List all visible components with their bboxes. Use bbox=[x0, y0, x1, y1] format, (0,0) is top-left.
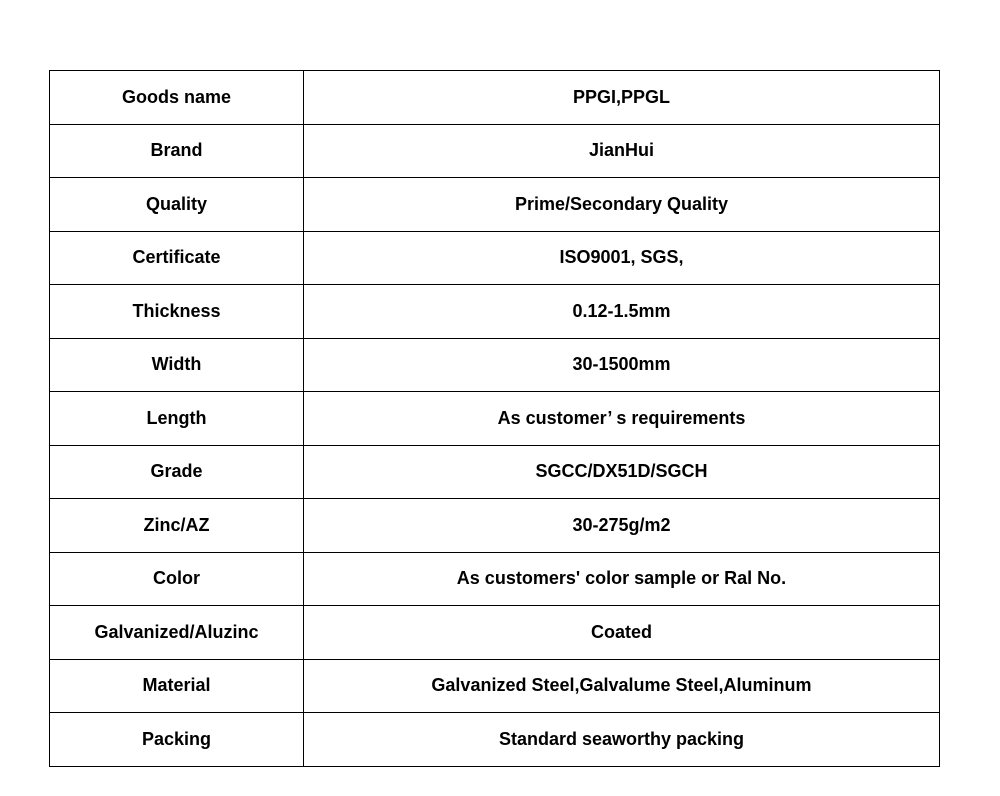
table-row bbox=[50, 499, 940, 553]
spec-label: Zinc/AZ bbox=[50, 499, 304, 553]
table-row bbox=[50, 552, 940, 606]
spec-label: Brand bbox=[50, 124, 304, 178]
table-row bbox=[50, 124, 940, 178]
spec-label: Grade bbox=[50, 445, 304, 499]
spec-value: ISO9001, SGS, bbox=[304, 231, 940, 285]
spec-value: As customers' color sample or Ral No. bbox=[304, 552, 940, 606]
spec-label: Packing bbox=[50, 713, 304, 767]
spec-value: Galvanized Steel,Galvalume Steel,Aluminum bbox=[304, 659, 940, 713]
spec-table-body bbox=[50, 71, 940, 767]
spec-label: Quality bbox=[50, 178, 304, 232]
spec-label: Thickness bbox=[50, 285, 304, 339]
spec-label: Goods name bbox=[50, 71, 304, 125]
spec-value: 30-275g/m2 bbox=[304, 499, 940, 553]
spec-label: Galvanized/Aluzinc bbox=[50, 606, 304, 660]
spec-value: JianHui bbox=[304, 124, 940, 178]
table-row bbox=[50, 285, 940, 339]
spec-value: Standard seaworthy packing bbox=[304, 713, 940, 767]
spec-value: 0.12-1.5mm bbox=[304, 285, 940, 339]
table-row bbox=[50, 338, 940, 392]
table-row bbox=[50, 178, 940, 232]
spec-label: Material bbox=[50, 659, 304, 713]
spec-label: Certificate bbox=[50, 231, 304, 285]
product-spec-table bbox=[49, 70, 940, 767]
spec-value: Prime/Secondary Quality bbox=[304, 178, 940, 232]
spec-value: PPGI,PPGL bbox=[304, 71, 940, 125]
spec-value: 30-1500mm bbox=[304, 338, 940, 392]
table-row bbox=[50, 713, 940, 767]
table-row bbox=[50, 659, 940, 713]
spec-label: Color bbox=[50, 552, 304, 606]
spec-label: Length bbox=[50, 392, 304, 446]
spec-value: Coated bbox=[304, 606, 940, 660]
table-row bbox=[50, 445, 940, 499]
table-row bbox=[50, 71, 940, 125]
spec-label: Width bbox=[50, 338, 304, 392]
spec-value: As customer’ s requirements bbox=[304, 392, 940, 446]
table-row bbox=[50, 392, 940, 446]
table-row bbox=[50, 231, 940, 285]
spec-value: SGCC/DX51D/SGCH bbox=[304, 445, 940, 499]
table-row bbox=[50, 606, 940, 660]
